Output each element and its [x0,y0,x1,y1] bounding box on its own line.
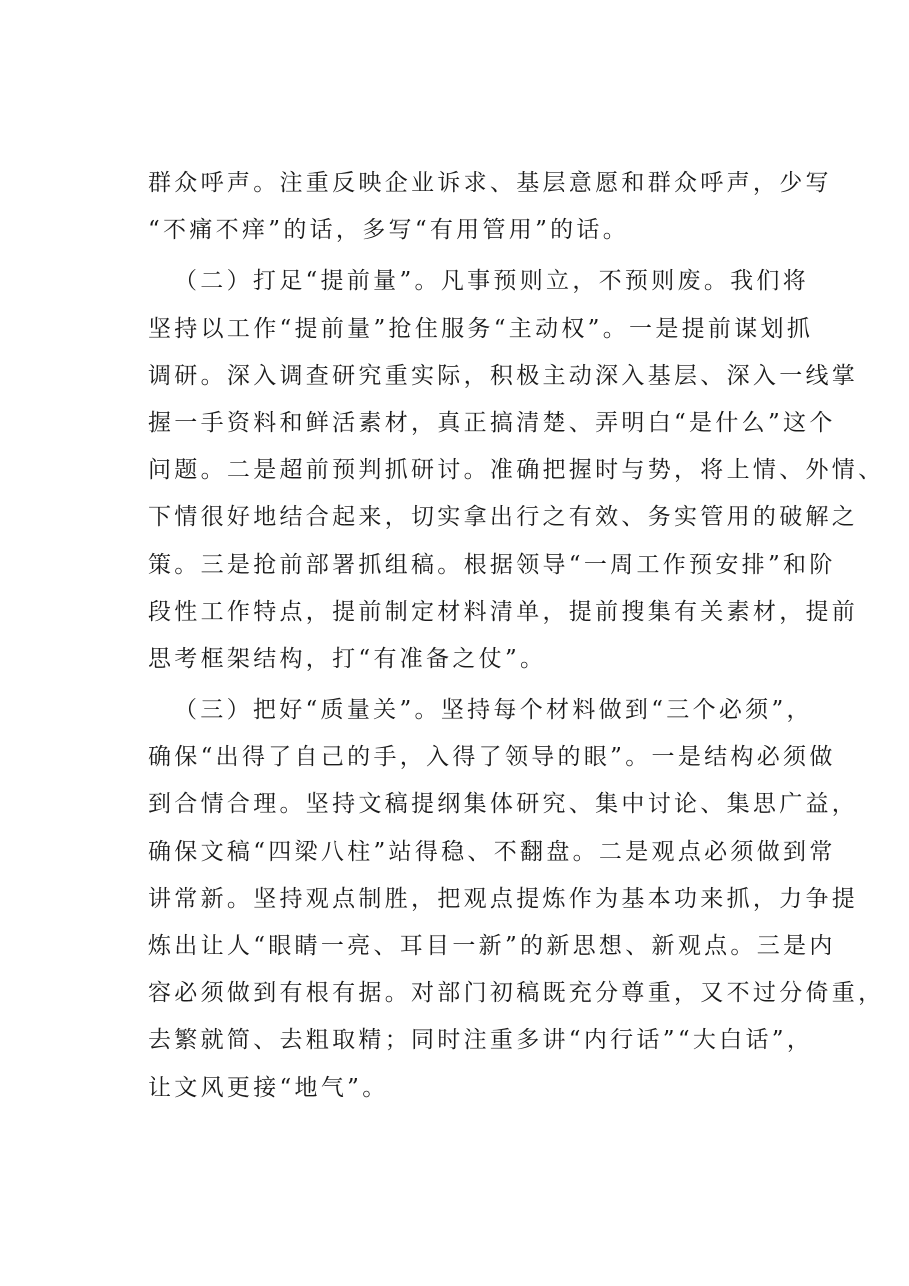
text-line: 思考框架结构，打“有准备之仗”。 [148,645,547,672]
paragraph-2 [148,258,885,683]
document-body [148,160,885,1112]
text-line: 到合情合理。坚持文稿提纲集体研究、集中讨论、集思广益， [148,791,859,818]
paragraph-1 [148,160,832,254]
text-line: 确保文稿“四梁八柱”站得稳、不翻盘。二是观点必须做到常 [148,838,836,865]
text-line: 问题。二是超前预判抓研讨。准确把握时与势，将上情、外情、 [148,457,885,484]
text-line: 让文风更接“地气”。 [148,1074,389,1101]
text-line: （二）打足“提前量”。凡事预则立，不预则废。我们将 [174,268,810,295]
text-line: （三）把好“质量关”。坚持每个材料做到“三个必须”， [174,697,813,724]
paragraph-3 [148,687,885,1112]
text-line: 确保“出得了自己的手，入得了领导的眼”。一是结构必须做 [148,744,836,771]
text-line: 段性工作特点，提前制定材料清单，提前搜集有关素材，提前 [148,598,859,625]
text-line: 容必须做到有根有据。对部门初稿既充分尊重，又不过分倚重， [148,980,885,1007]
text-line: 讲常新。坚持观点制胜，把观点提炼作为基本功来抓，力争提 [148,885,859,912]
text-line: 策。三是抢前部署抓组稿。根据领导“一周工作预安排”和阶 [148,551,836,578]
text-line: 下情很好地结合起来，切实拿出行之有效、务实管用的破解之 [148,504,859,531]
text-line: 炼出让人“眼睛一亮、耳目一新”的新思想、新观点。三是内 [148,933,836,959]
text-line: 坚持以工作“提前量”抢住服务“主动权”。一是提前谋划抓 [148,315,814,342]
text-line: 群众呼声。注重反映企业诉求、基层意愿和群众呼声，少写 [148,170,832,196]
text-line: 去繁就简、去粗取精；同时注重多讲“内行话”“大白话”， [148,1027,814,1054]
text-line: 握一手资料和鲜活素材，真正搞清楚、弄明白“是什么”这个 [148,409,836,436]
text-line: “不痛不痒”的话，多写“有用管用”的话。 [148,217,630,244]
text-line: 调研。深入调查研究重实际，积极主动深入基层、深入一线掌 [148,362,859,389]
